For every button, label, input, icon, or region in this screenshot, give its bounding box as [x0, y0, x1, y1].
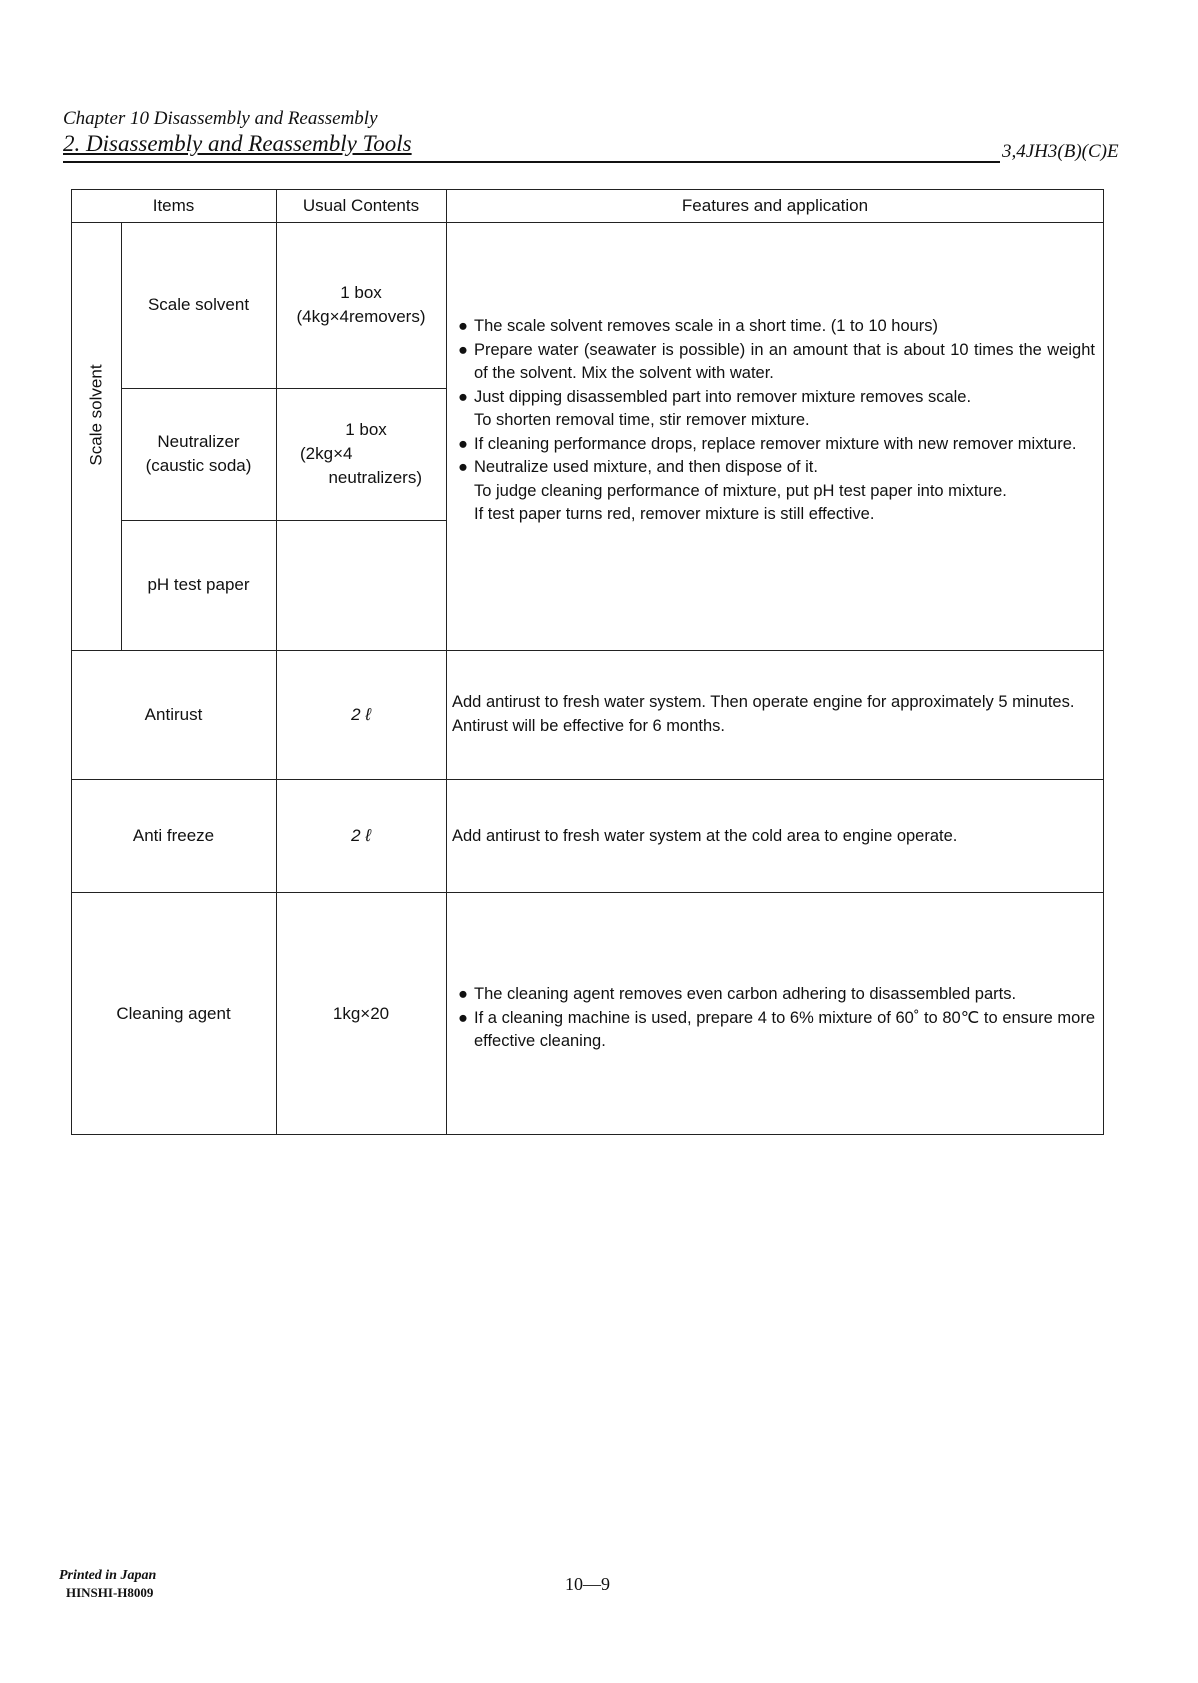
header-features — [446, 189, 1104, 222]
item-scale-solvent-label: Scale solvent — [147, 295, 250, 314]
contents-scale-solvent — [276, 222, 446, 388]
features-antirust: Add antirust to fresh water system. Then operate engine for approximately 5 minutes. Antirust will be effective for 6 months. — [452, 693, 1075, 735]
list-item — [458, 339, 1095, 386]
item-scale-solvent — [121, 222, 276, 388]
chapter-title: Chapter 10 Disassembly and Reassembly — [63, 108, 378, 129]
item-antirust-label: Antirust — [144, 704, 203, 724]
contents-line: (2kg×4 — [300, 444, 353, 463]
header-rule — [63, 161, 1000, 163]
feature-subtext: If test paper turns red, remover mixture is still effective. — [474, 505, 875, 523]
contents-cleaning-agent — [276, 892, 446, 1135]
contents-antifreeze-value: 2 ℓ — [351, 825, 371, 845]
contents-line: neutralizers) — [328, 468, 422, 487]
feature-text: Neutralize used mixture, and then dispose of it. — [474, 458, 818, 476]
feature-text: The scale solvent removes scale in a short time. (1 to 10 hours) — [474, 317, 939, 335]
scale-features-list — [458, 315, 1095, 527]
list-item — [458, 433, 1095, 457]
footer-doc-code: HINSHI-H8009 — [66, 1585, 154, 1600]
cleaning-features-list — [458, 983, 1095, 1054]
bullet-icon: ● — [458, 387, 468, 406]
scale-solvent-group-label — [82, 340, 112, 490]
footer-printed: Printed in Japan — [59, 1568, 157, 1583]
list-item — [458, 983, 1095, 1007]
contents-neutralizer — [276, 388, 446, 520]
item-antifreeze-label: Anti freeze — [132, 825, 215, 845]
section-title: 2. Disassembly and Reassembly Tools — [63, 131, 412, 156]
bullet-icon: ● — [458, 985, 468, 1003]
item-cleaning-agent — [71, 892, 276, 1135]
contents-line: 1 box — [340, 283, 382, 302]
header-contents-label: Usual Contents — [302, 195, 420, 215]
feature-text: The cleaning agent removes even carbon adhering to disassembled parts. — [474, 985, 1017, 1003]
item-antifreeze — [71, 779, 276, 892]
bullet-icon: ● — [458, 1008, 468, 1027]
item-ph-test-paper-label: pH test paper — [147, 575, 250, 594]
item-ph-test-paper — [121, 520, 276, 650]
feature-text: Prepare water (seawater is possible) in an amount that is about 10 times the weight of the solvent. Mix the solvent with water. — [474, 340, 1095, 382]
contents-antirust — [276, 650, 446, 779]
contents-line: (4kg×4removers) — [296, 307, 426, 326]
list-item — [458, 456, 1095, 527]
feature-subtext: To judge cleaning performance of mixture, put pH test paper into mixture. — [474, 481, 1007, 500]
page-number: 10—9 — [565, 1574, 610, 1594]
model-code: 3,4JH3(B)(C)E — [1002, 141, 1119, 162]
list-item — [458, 386, 1095, 433]
features-antifreeze: Add antirust to fresh water system at the cold area to engine operate. — [452, 827, 958, 845]
bullet-icon: ● — [458, 317, 468, 335]
item-neutralizer-label: Neutralizer — [157, 432, 240, 451]
feature-subtext: To shorten removal time, stir remover mixture. — [474, 411, 810, 429]
item-antirust — [71, 650, 276, 779]
feature-text: Just dipping disassembled part into remover mixture removes scale. — [474, 387, 972, 406]
list-item — [458, 315, 1095, 339]
header-items-label: Items — [152, 195, 195, 215]
feature-text: If cleaning performance drops, replace remover mixture with new remover mixture. — [474, 434, 1077, 453]
contents-line: 1 box — [345, 420, 387, 439]
bullet-icon: ● — [458, 434, 468, 453]
item-cleaning-agent-label: Cleaning agent — [116, 1003, 231, 1023]
item-neutralizer-sublabel: (caustic soda) — [145, 456, 252, 475]
contents-antirust-value: 2 ℓ — [351, 704, 371, 724]
bullet-icon: ● — [458, 458, 468, 476]
col-divider-2 — [446, 189, 447, 1135]
header-contents — [276, 189, 446, 222]
contents-cleaning-agent-value: 1kg×20 — [332, 1003, 390, 1023]
item-neutralizer — [121, 388, 276, 520]
list-item — [458, 1007, 1095, 1054]
contents-antifreeze — [276, 779, 446, 892]
header-features-label: Features and application — [681, 195, 869, 215]
feature-text: If a cleaning machine is used, prepare 4 to 6% mixture of 60˚ to 80℃ to ensure more effective cleaning. — [474, 1008, 1095, 1050]
bullet-icon: ● — [458, 340, 468, 359]
header-items — [71, 189, 276, 222]
group-label-text: Scale solvent — [87, 364, 106, 466]
